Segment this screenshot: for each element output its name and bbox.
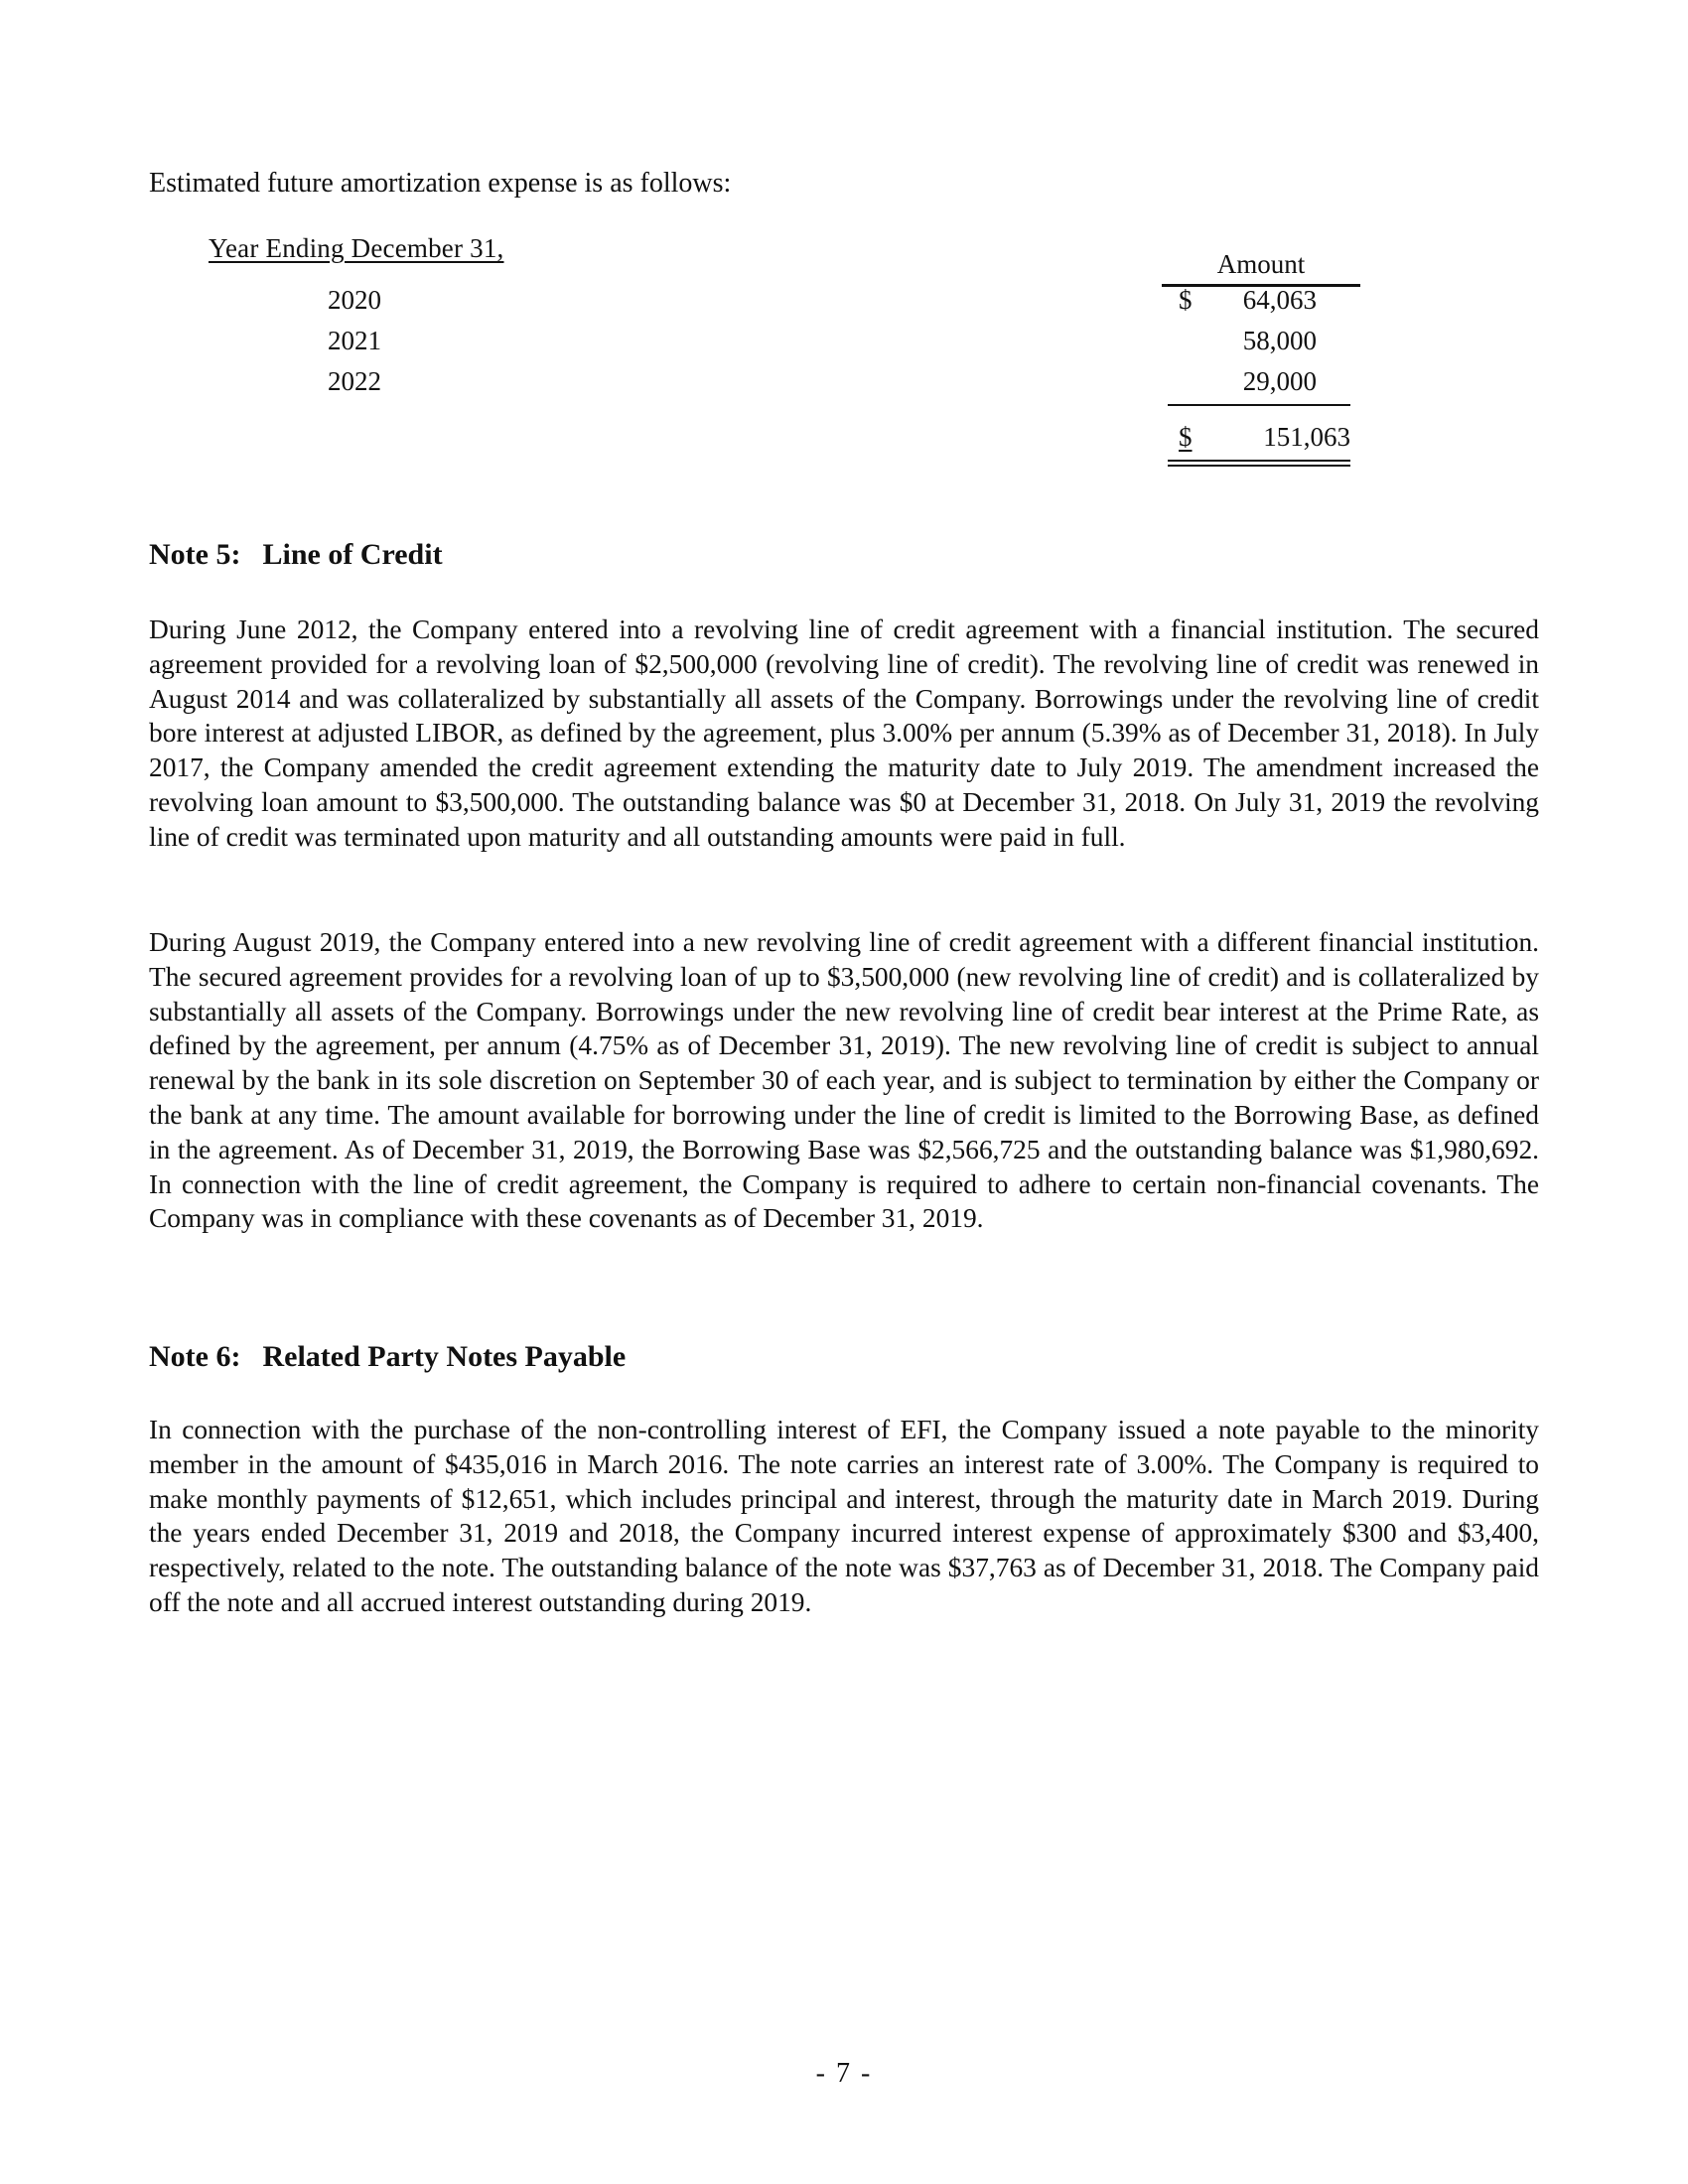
row-year: 2020 — [328, 285, 381, 315]
row-amount: 64,063 — [1242, 285, 1317, 315]
table-row — [209, 285, 1360, 325]
row-amount: 58,000 — [1242, 326, 1317, 355]
total-currency-symbol: $ — [1179, 422, 1193, 452]
subtotal-rule — [1168, 404, 1350, 406]
total-row — [1168, 422, 1350, 462]
note5-paragraph-1: During June 2012, the Company entered into a revolving line of credit agreement with a financial institution. The secured agreement provided for a revolving loan of $2,500,000 (revolving line of credit). The revolving line of credit was renewed in August 2014 and was collateralized by substantially all assets of the Company. Borrowings under the revolving line of credit bore interest at adjusted LIBOR, as defined by the agreement, plus 3.00% per annum (5.39% as of December 31, 2018). In July 2017, the Company amended the credit agreement extending the maturity date to July 2019. The amendment increased the revolving loan amount to $3,500,000. The outstanding balance was $0 at December 31, 2018. On July 31, 2019 the revolving line of credit was terminated upon maturity and all outstanding amounts were paid in full. — [149, 614, 1539, 852]
note5-heading — [149, 537, 443, 573]
row-year: 2022 — [328, 366, 381, 396]
note6-paragraph-1: In connection with the purchase of the non-controlling interest of EFI, the Company issued a note payable to the minority member in the amount of $435,016 in March 2016. The note carries an interest rate of 3.00%. The Company is required to make monthly payments of $12,651, which includes principal and interest, through the maturity date in March 2019. During the years ended December 31, 2019 and 2018, the Company incurred interest expense of approximately $300 and $3,400, respectively, related to the note. The outstanding balance of the note was $37,763 as of December 31, 2018. The Company paid off the note and all accrued interest outstanding during 2019. — [149, 1415, 1539, 1617]
row-amount: 29,000 — [1242, 366, 1317, 396]
total-amount: 151,063 — [1263, 422, 1350, 452]
year-column-header: Year Ending December 31, — [209, 233, 504, 263]
amortization-intro: Estimated future amortization expense is as follows: — [149, 168, 732, 199]
page-number: - 7 - — [815, 2058, 873, 2089]
note6-title: Related Party Notes Payable — [262, 1340, 627, 1373]
document-page — [149, 0, 1539, 2184]
note5-paragraph-2: During August 2019, the Company entered into a new revolving line of credit agreement with a different financial institution. The secured agreement provides for a revolving loan of up to $3,500,000 (new revolving line of credit) and is collateralized by substantially all assets of the Company. Borrowings under the new revolving line of credit bear interest at the Prime Rate, as defined by the agreement, per annum (4.75% as of December 31, 2019). The new revolving line of credit is subject to annual renewal by the bank in its sole discretion on September 30 of each year, and is subject to termination by either the Company or the bank at any time. The amount available for borrowing under the line of credit is limited to the Borrowing Base, as defined in the agreement. As of December 31, 2019, the Borrowing Base was $2,566,725 and the outstanding balance was $1,980,692. In connection with the line of credit agreement, the Company is required to adhere to certain non-financial covenants. The Company was in compliance with these covenants as of December 31, 2019. — [149, 927, 1539, 1234]
amount-column-header: Amount — [1162, 249, 1360, 287]
total-double-rule-bottom — [1168, 465, 1350, 467]
total-double-rule-top — [1168, 460, 1350, 462]
note6-heading — [149, 1339, 626, 1375]
note5-title: Line of Credit — [262, 538, 443, 571]
table-row — [209, 326, 1360, 365]
currency-symbol: $ — [1179, 285, 1193, 315]
note5-number: Note 5: — [149, 538, 241, 571]
amortization-table — [209, 233, 1360, 491]
note6-number: Note 6: — [149, 1340, 241, 1373]
table-row — [209, 366, 1360, 406]
row-year: 2021 — [328, 326, 381, 355]
